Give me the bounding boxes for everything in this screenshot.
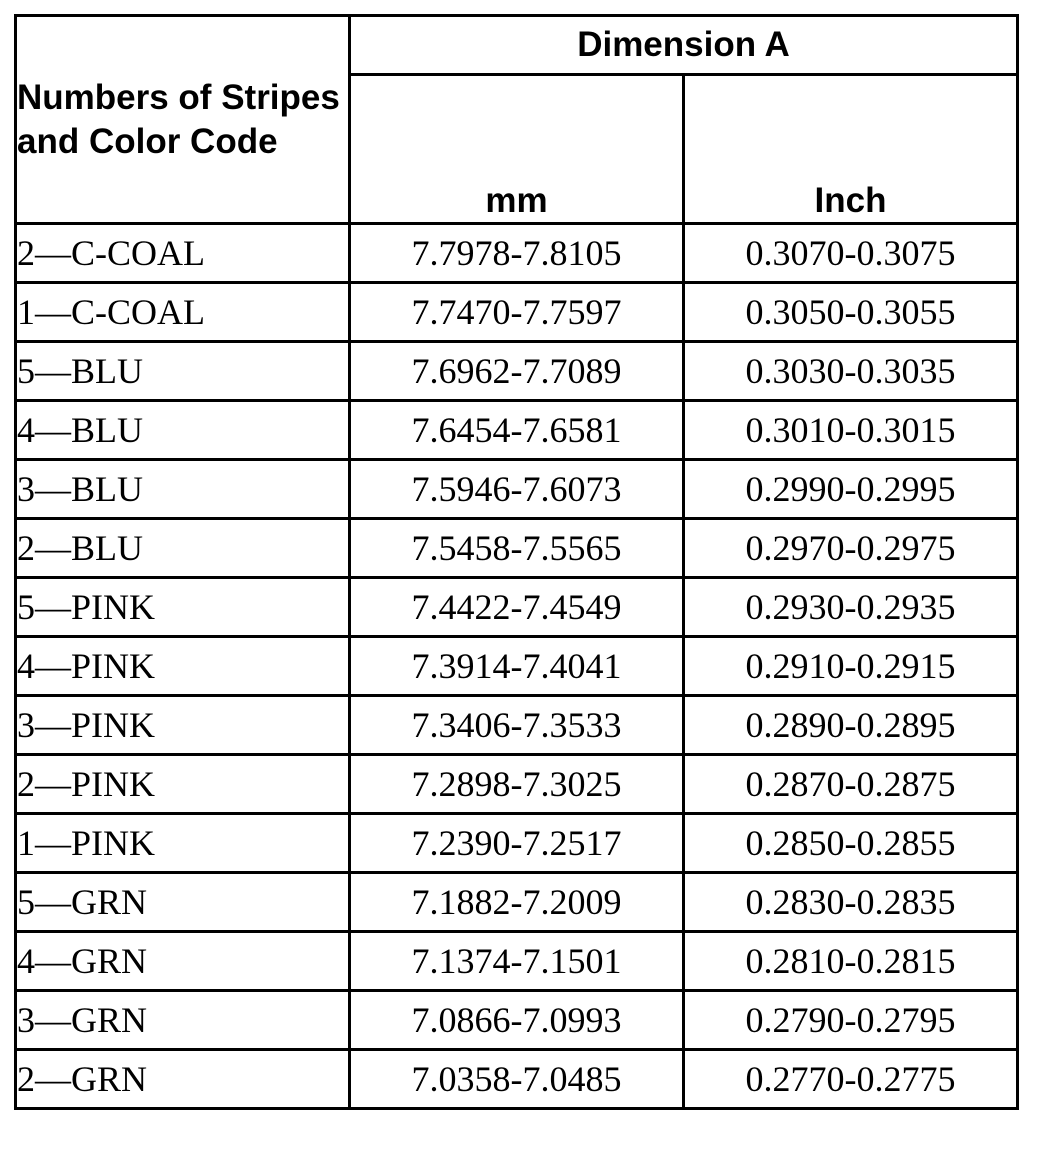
stripes-color-code-header: Numbers of Stripes and Color Code bbox=[16, 16, 350, 224]
color-code-cell: 2—BLU bbox=[16, 519, 350, 578]
inch-value-cell: 0.2810-0.2815 bbox=[684, 932, 1018, 991]
mm-value-cell: 7.2390-7.2517 bbox=[350, 814, 684, 873]
inch-value-cell: 0.2970-0.2975 bbox=[684, 519, 1018, 578]
mm-value-cell: 7.4422-7.4549 bbox=[350, 578, 684, 637]
mm-value-cell: 7.6962-7.7089 bbox=[350, 342, 684, 401]
mm-value-cell: 7.3914-7.4041 bbox=[350, 637, 684, 696]
inch-value-cell: 0.3010-0.3015 bbox=[684, 401, 1018, 460]
color-code-cell: 3—GRN bbox=[16, 991, 350, 1050]
dimension-table bbox=[14, 14, 1019, 1110]
inch-value-cell: 0.3070-0.3075 bbox=[684, 224, 1018, 283]
mm-column-header: mm bbox=[350, 75, 684, 224]
inch-value-cell: 0.2770-0.2775 bbox=[684, 1050, 1018, 1109]
table-row bbox=[16, 755, 1018, 814]
inch-value-cell: 0.2990-0.2995 bbox=[684, 460, 1018, 519]
inch-value-cell: 0.2930-0.2935 bbox=[684, 578, 1018, 637]
dimension-a-header: Dimension A bbox=[350, 16, 1018, 75]
header-row-top bbox=[16, 16, 1018, 75]
color-code-cell: 5—GRN bbox=[16, 873, 350, 932]
table-row bbox=[16, 932, 1018, 991]
inch-value-cell: 0.3030-0.3035 bbox=[684, 342, 1018, 401]
inch-value-cell: 0.2870-0.2875 bbox=[684, 755, 1018, 814]
table-row bbox=[16, 401, 1018, 460]
color-code-cell: 1—C-COAL bbox=[16, 283, 350, 342]
color-code-cell: 3—BLU bbox=[16, 460, 350, 519]
table-row bbox=[16, 460, 1018, 519]
inch-value-cell: 0.2890-0.2895 bbox=[684, 696, 1018, 755]
color-code-cell: 1—PINK bbox=[16, 814, 350, 873]
table-row bbox=[16, 873, 1018, 932]
mm-value-cell: 7.0866-7.0993 bbox=[350, 991, 684, 1050]
table-row bbox=[16, 519, 1018, 578]
color-code-cell: 2—PINK bbox=[16, 755, 350, 814]
mm-value-cell: 7.0358-7.0485 bbox=[350, 1050, 684, 1109]
inch-value-cell: 0.2850-0.2855 bbox=[684, 814, 1018, 873]
table-row bbox=[16, 342, 1018, 401]
table-row bbox=[16, 283, 1018, 342]
table-row bbox=[16, 637, 1018, 696]
mm-value-cell: 7.5946-7.6073 bbox=[350, 460, 684, 519]
mm-value-cell: 7.7470-7.7597 bbox=[350, 283, 684, 342]
inch-value-cell: 0.2790-0.2795 bbox=[684, 991, 1018, 1050]
inch-value-cell: 0.2910-0.2915 bbox=[684, 637, 1018, 696]
color-code-cell: 4—BLU bbox=[16, 401, 350, 460]
color-code-cell: 5—BLU bbox=[16, 342, 350, 401]
table-row bbox=[16, 578, 1018, 637]
color-code-cell: 5—PINK bbox=[16, 578, 350, 637]
inch-value-cell: 0.3050-0.3055 bbox=[684, 283, 1018, 342]
mm-value-cell: 7.3406-7.3533 bbox=[350, 696, 684, 755]
color-code-cell: 2—GRN bbox=[16, 1050, 350, 1109]
table-row bbox=[16, 814, 1018, 873]
color-code-cell: 3—PINK bbox=[16, 696, 350, 755]
inch-column-header: Inch bbox=[684, 75, 1018, 224]
mm-value-cell: 7.7978-7.8105 bbox=[350, 224, 684, 283]
mm-value-cell: 7.1374-7.1501 bbox=[350, 932, 684, 991]
table-header bbox=[16, 16, 1018, 224]
mm-value-cell: 7.6454-7.6581 bbox=[350, 401, 684, 460]
mm-value-cell: 7.5458-7.5565 bbox=[350, 519, 684, 578]
table-row bbox=[16, 224, 1018, 283]
color-code-cell: 4—PINK bbox=[16, 637, 350, 696]
color-code-cell: 4—GRN bbox=[16, 932, 350, 991]
table-row bbox=[16, 696, 1018, 755]
color-code-cell: 2—C-COAL bbox=[16, 224, 350, 283]
mm-value-cell: 7.1882-7.2009 bbox=[350, 873, 684, 932]
table-body bbox=[16, 224, 1018, 1109]
inch-value-cell: 0.2830-0.2835 bbox=[684, 873, 1018, 932]
table-row bbox=[16, 991, 1018, 1050]
mm-value-cell: 7.2898-7.3025 bbox=[350, 755, 684, 814]
table-row bbox=[16, 1050, 1018, 1109]
